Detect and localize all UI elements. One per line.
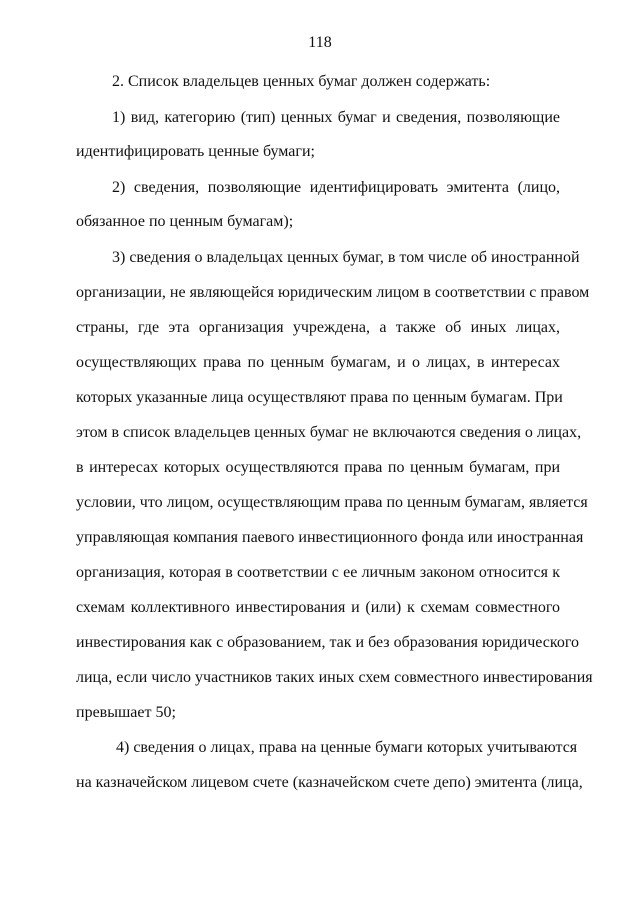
item-2-line-2: обязанное по ценным бумагам); (76, 213, 294, 230)
item-1-line-2: идентифицировать ценные бумаги; (76, 143, 315, 160)
item-3-line-12: инвестирования как с образованием, так и без образования юридического (76, 634, 580, 651)
item-3-line-13: лица, если число участников таких иных схем совместного инвестирования (76, 669, 593, 686)
item-3-line-8: условии, что лицом, осуществляющим права по ценным бумагам, является (76, 494, 588, 511)
item-3-line-9: управляющая компания паевого инвестиционного фонда или иностранная (76, 529, 584, 546)
item-3-line-10: организация, которая в соответствии с ее личным законом относится к (76, 564, 560, 581)
item-3-line-5: которых указанные лица осуществляют права по ценным бумагам. При (76, 389, 563, 406)
item-3-line-4: осуществляющих права по ценным бумагам, и о лицах, в интересах (76, 354, 560, 371)
item-3-line-11: схемам коллективного инвестирования и (или) к схемам совместного (76, 599, 560, 616)
item-3-line-6: этом в список владельцев ценных бумаг не включаются сведения о лицах, (76, 424, 582, 441)
page-number: 118 (308, 34, 332, 51)
item-3-line-7: в интересах которых осуществляются права по ценным бумагам, при (76, 459, 560, 476)
item-3-line-2: организации, не являющейся юридическим лицом в соответствии с правом (76, 284, 590, 301)
item-4-line-1: 4) сведения о лицах, права на ценные бумаги которых учитываются (116, 739, 578, 756)
item-1-line-1: 1) вид, категорию (тип) ценных бумаг и сведения, позволяющие (112, 109, 560, 126)
paragraph-2-heading: 2. Список владельцев ценных бумаг должен содержать: (112, 73, 491, 90)
item-3-line-3: страны, где эта организация учреждена, а также об иных лицах, (76, 319, 560, 336)
item-3-line-1: 3) сведения о владельцах ценных бумаг, в том числе об иностранной (112, 249, 580, 266)
item-3-line-14: превышает 50; (76, 704, 176, 721)
item-4-line-2: на казначейском лицевом счете (казначейском счете депо) эмитента (лица, (76, 774, 583, 791)
item-2-line-1: 2) сведения, позволяющие идентифицировать эмитента (лицо, (112, 179, 560, 196)
